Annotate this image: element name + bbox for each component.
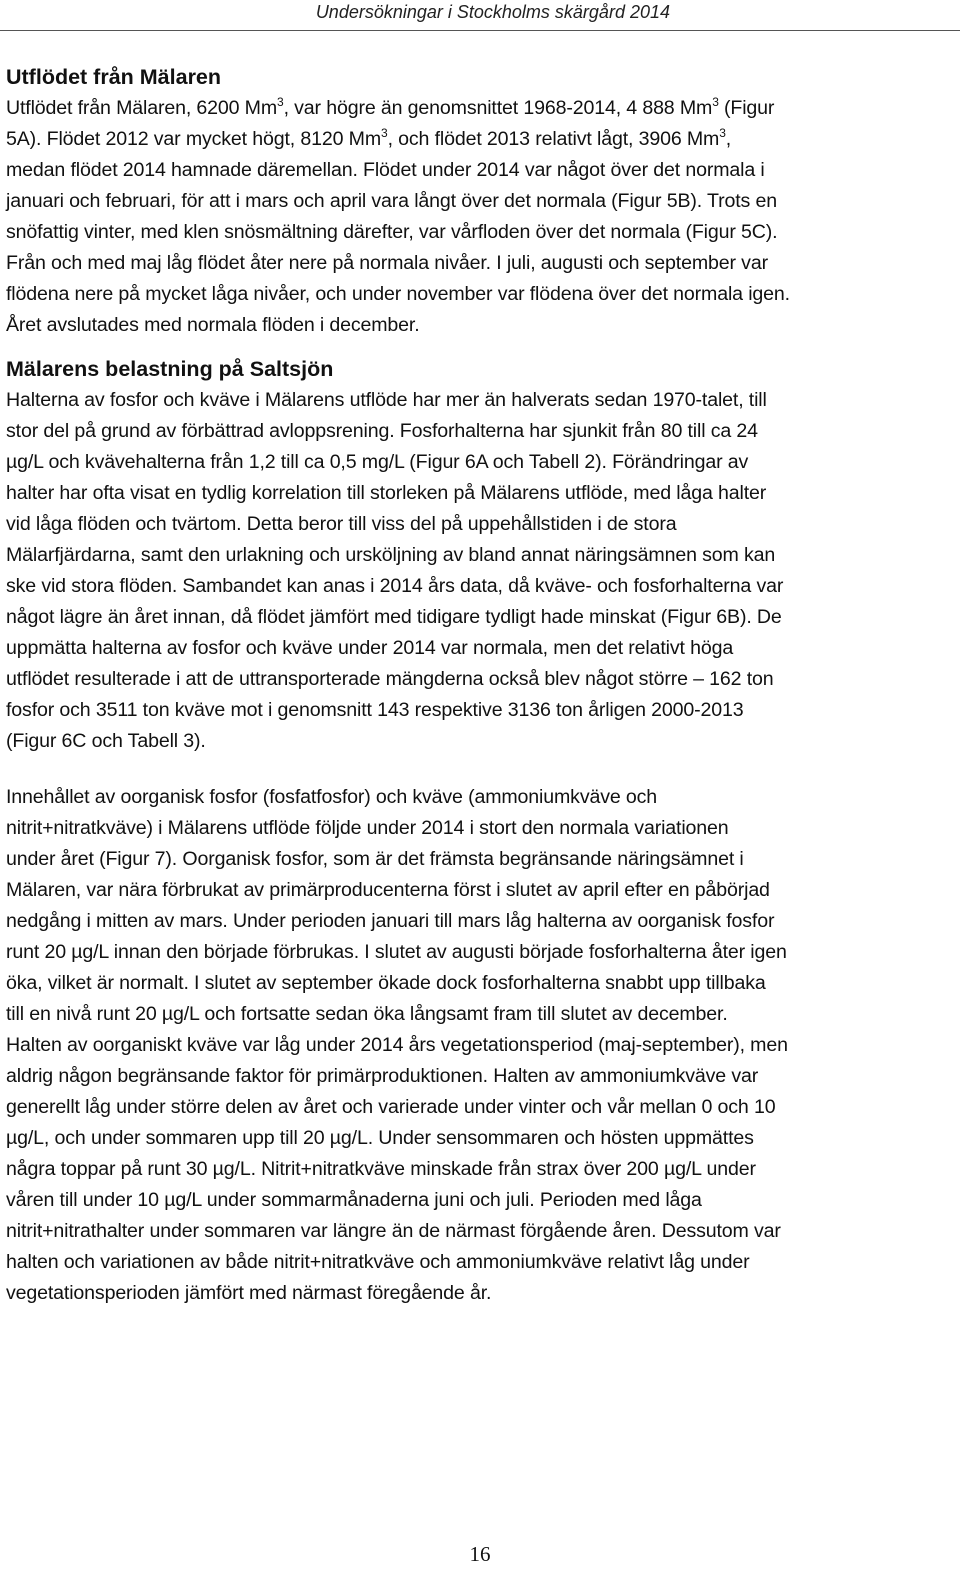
- paragraph-line: januari och februari, för att i mars och april vara långt över det normala (Figur 5B). Trots en: [6, 190, 777, 212]
- paragraph-belastning: [6, 385, 954, 757]
- paragraph-line: vegetationsperioden jämfört med närmast föregående år.: [6, 1282, 492, 1304]
- paragraph-line: under året (Figur 7). Oorganisk fosfor, som är det främsta begränsande näringsämnet i: [6, 848, 744, 870]
- paragraph-line: stor del på grund av förbättrad avloppsrening. Fosforhalterna har sjunkit från 80 till ca 24: [6, 420, 758, 442]
- page-content: [6, 62, 954, 1309]
- paragraph-line: vid låga flöden och tvärtom. Detta beror till viss del på uppehållstiden i de stora: [6, 513, 677, 535]
- paragraph-line: Mälarfjärdarna, samt den urlakning och ursköljning av bland annat näringsämnen som kan: [6, 544, 776, 566]
- spacer: [6, 757, 954, 782]
- paragraph-line: Halten av oorganiskt kväve var låg under 2014 års vegetationsperiod (maj-september), men: [6, 1034, 788, 1056]
- paragraph-line: till en nivå runt 20 µg/L och fortsatte sedan öka långsamt fram till slutet av december.: [6, 1003, 728, 1025]
- paragraph-line: Mälaren, var nära förbrukat av primärproducenterna först i slutet av april efter en påbörjad: [6, 879, 770, 901]
- paragraph-line: nitrit+nitratkväve) i Mälarens utflöde följde under 2014 i stort den normala variationen: [6, 817, 729, 839]
- section-heading-belastning: Mälarens belastning på Saltsjön: [6, 357, 334, 381]
- paragraph-line: Utflödet från Mälaren, 6200 Mm$^3$, var högre än genomsnittet 1968-2014, 4 888 Mm$^3$ (Figur: [6, 95, 775, 119]
- paragraph-line: några toppar på runt 30 µg/L. Nitrit+nitratkväve minskade från strax över 200 µg/L under: [6, 1158, 756, 1180]
- paragraph-line: runt 20 µg/L innan den började förbrukas. I slutet av augusti började fosforhalterna åter igen: [6, 941, 787, 963]
- paragraph-line: µg/L, och under sommaren upp till 20 µg/L. Under sensommaren och hösten uppmättes: [6, 1127, 754, 1149]
- paragraph-line: Innehållet av oorganisk fosfor (fosfatfosfor) och kväve (ammoniumkväve och: [6, 786, 658, 808]
- paragraph-line: generellt låg under större delen av året och varierade under vinter och vår mellan 0 och 10: [6, 1096, 776, 1118]
- paragraph-line: flödena nere på mycket låga nivåer, och under november var flödena över det normala igen.: [6, 283, 790, 305]
- page-number: 16: [469, 1542, 491, 1566]
- paragraph-line: Året avslutades med normala flöden i december.: [6, 314, 420, 336]
- paragraph-line: (Figur 6C och Tabell 3).: [6, 730, 206, 752]
- paragraph-utflodet: [6, 93, 954, 341]
- paragraph-line: nedgång i mitten av mars. Under perioden januari till mars låg halterna av oorganisk fosfor: [6, 910, 775, 932]
- paragraph-line: något lägre än året innan, då flödet jämfört med tidigare tydligt hade minskat (Figur 6B). De: [6, 606, 782, 628]
- running-header: Undersökningar i Stockholms skärgård 2014: [315, 2, 670, 22]
- paragraph-line: medan flödet 2014 hamnade däremellan. Flödet under 2014 var något över det normala i: [6, 159, 765, 181]
- paragraph-line: aldrig någon begränsande faktor för primärproduktionen. Halten av ammoniumkväve var: [6, 1065, 759, 1087]
- paragraph-line: uppmätta halterna av fosfor och kväve under 2014 var normala, men det relativt höga: [6, 637, 734, 659]
- section-heading-utflodet: Utflödet från Mälaren: [6, 65, 222, 89]
- paragraph-line: nitrit+nitrathalter under sommaren var längre än de närmast förgående åren. Dessutom var: [6, 1220, 781, 1242]
- paragraph-line: halten och variationen av både nitrit+nitratkväve och ammoniumkväve relativt låg under: [6, 1251, 750, 1273]
- header-rule: [0, 30, 960, 31]
- paragraph-line: fosfor och 3511 ton kväve mot i genomsnitt 143 respektive 3136 ton årligen 2000-2013: [6, 699, 744, 721]
- paragraph-line: Från och med maj låg flödet åter nere på normala nivåer. I juli, augusti och september var: [6, 252, 768, 274]
- paragraph-oorganisk: [6, 782, 954, 1309]
- paragraph-line: snöfattig vinter, med klen snösmältning därefter, var vårfloden över det normala (Figur 5C).: [6, 221, 778, 243]
- paragraph-line: Halterna av fosfor och kväve i Mälarens utflöde har mer än halverats sedan 1970-talet, till: [6, 389, 767, 411]
- paragraph-line: öka, vilket är normalt. I slutet av september ökade dock fosforhalterna snabbt upp tillbaka: [6, 972, 766, 994]
- paragraph-line: ske vid stora flöden. Sambandet kan anas i 2014 års data, då kväve- och fosforhalterna var: [6, 575, 784, 597]
- spacer: [6, 341, 954, 354]
- paragraph-line: våren till under 10 µg/L under sommarmånaderna juni och juli. Perioden med låga: [6, 1189, 702, 1211]
- paragraph-line: µg/L och kvävehalterna från 1,2 till ca 0,5 mg/L (Figur 6A och Tabell 2). Förändringar av: [6, 451, 749, 473]
- paragraph-line: halter har ofta visat en tydlig korrelation till storleken på Mälarens utflöde, med låga halter: [6, 482, 767, 504]
- paragraph-line: 5A). Flödet 2012 var mycket högt, 8120 Mm$^3$, och flödet 2013 relativt lågt, 3906 Mm$^3$,: [6, 126, 732, 150]
- paragraph-line: utflödet resulterade i att de uttransporterade mängderna också blev något större – 162 ton: [6, 668, 774, 690]
